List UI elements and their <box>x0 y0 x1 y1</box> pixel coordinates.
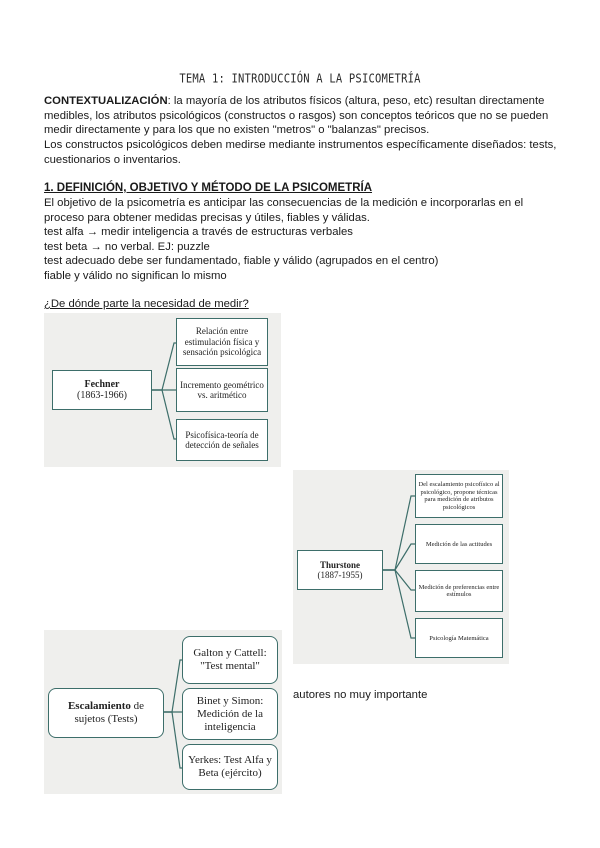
line-test-adecuado: test adecuado debe ser fundamentado, fiable y válido (agrupados en el centro) <box>44 255 439 267</box>
fechner-item-2: Incremento geométrico vs. aritmético <box>176 368 268 412</box>
escalamiento-name-bold: Escalamiento <box>67 700 131 712</box>
fechner-diagram <box>44 313 281 467</box>
thurstone-item-4: Psicología Matemática <box>415 618 503 658</box>
context-text: : la mayoría de los atributos físicos (altura, peso, etc) resultan directamente medibles, los atributos psicológicos (constructos o rasgos) son conceptos teóricos que no se pueden medir directamente y para los que no existen "metros" o "balanzas" precisos. <box>44 95 549 136</box>
note-text: autores no muy importante <box>293 689 428 701</box>
line-test-alfa: test alfa → medir inteligencia a través de estructuras verbales <box>44 226 353 238</box>
escalamiento-item-1: Galton y Cattell: "Test mental" <box>182 636 278 684</box>
escalamiento-name-rest: de sujetos (Tests) <box>74 700 145 725</box>
thurstone-item-3: Medición de preferencias entre estímulos <box>415 570 503 612</box>
thurstone-diagram <box>293 470 509 664</box>
thurstone-item-2: Medición de las actitudes <box>415 524 503 564</box>
thurstone-node <box>297 550 383 590</box>
line-fiable-valido: fiable y válido no significan lo mismo <box>44 270 227 282</box>
escalamiento-item-2: Binet y Simon: Medición de la inteligencia <box>182 688 278 740</box>
fechner-node <box>52 370 152 410</box>
question-heading: ¿De dónde parte la necesidad de medir? <box>44 298 249 310</box>
fechner-item-1: Relación entre estimulación física y sensación psicológica <box>176 318 268 366</box>
section-heading: 1. DEFINICIÓN, OBJETIVO Y MÉTODO DE LA PSICOMETRÍA <box>44 182 373 194</box>
thurstone-name: Thurstone <box>319 560 360 570</box>
section-text: El objetivo de la psicometría es anticipar las consecuencias de la medición e incorporarlas en el proceso para obtener medidas precisas y útiles, fiables y válidas. <box>44 197 524 224</box>
escalamiento-item-3: Yerkes: Test Alfa y Beta (ejército) <box>182 744 278 790</box>
context-paragraph-2: Los constructos psicológicos deben medirse mediante instrumentos específicamente diseñados: tests, cuestionarios o inventarios. <box>44 139 557 166</box>
context-paragraph <box>44 94 564 138</box>
fechner-name: Fechner <box>84 379 120 390</box>
page-title: TEMA 1: INTRODUCCIÓN A LA PSICOMETRÍA <box>179 72 421 86</box>
escalamiento-node <box>48 688 164 738</box>
escalamiento-diagram <box>44 630 282 794</box>
context-label: CONTEXTUALIZACIÓN <box>44 95 168 107</box>
thurstone-item-1: Del escalamiento psicofísico al psicológico, propone técnicas para medición de atributos psicológicos <box>415 474 503 518</box>
fechner-years: (1863-1966) <box>77 390 127 401</box>
fechner-item-3: Psicofísica-teoría de detección de señales <box>176 419 268 461</box>
line-test-beta: test beta → no verbal. EJ: puzzle <box>44 241 210 253</box>
thurstone-years: (1887-1955) <box>317 570 363 580</box>
